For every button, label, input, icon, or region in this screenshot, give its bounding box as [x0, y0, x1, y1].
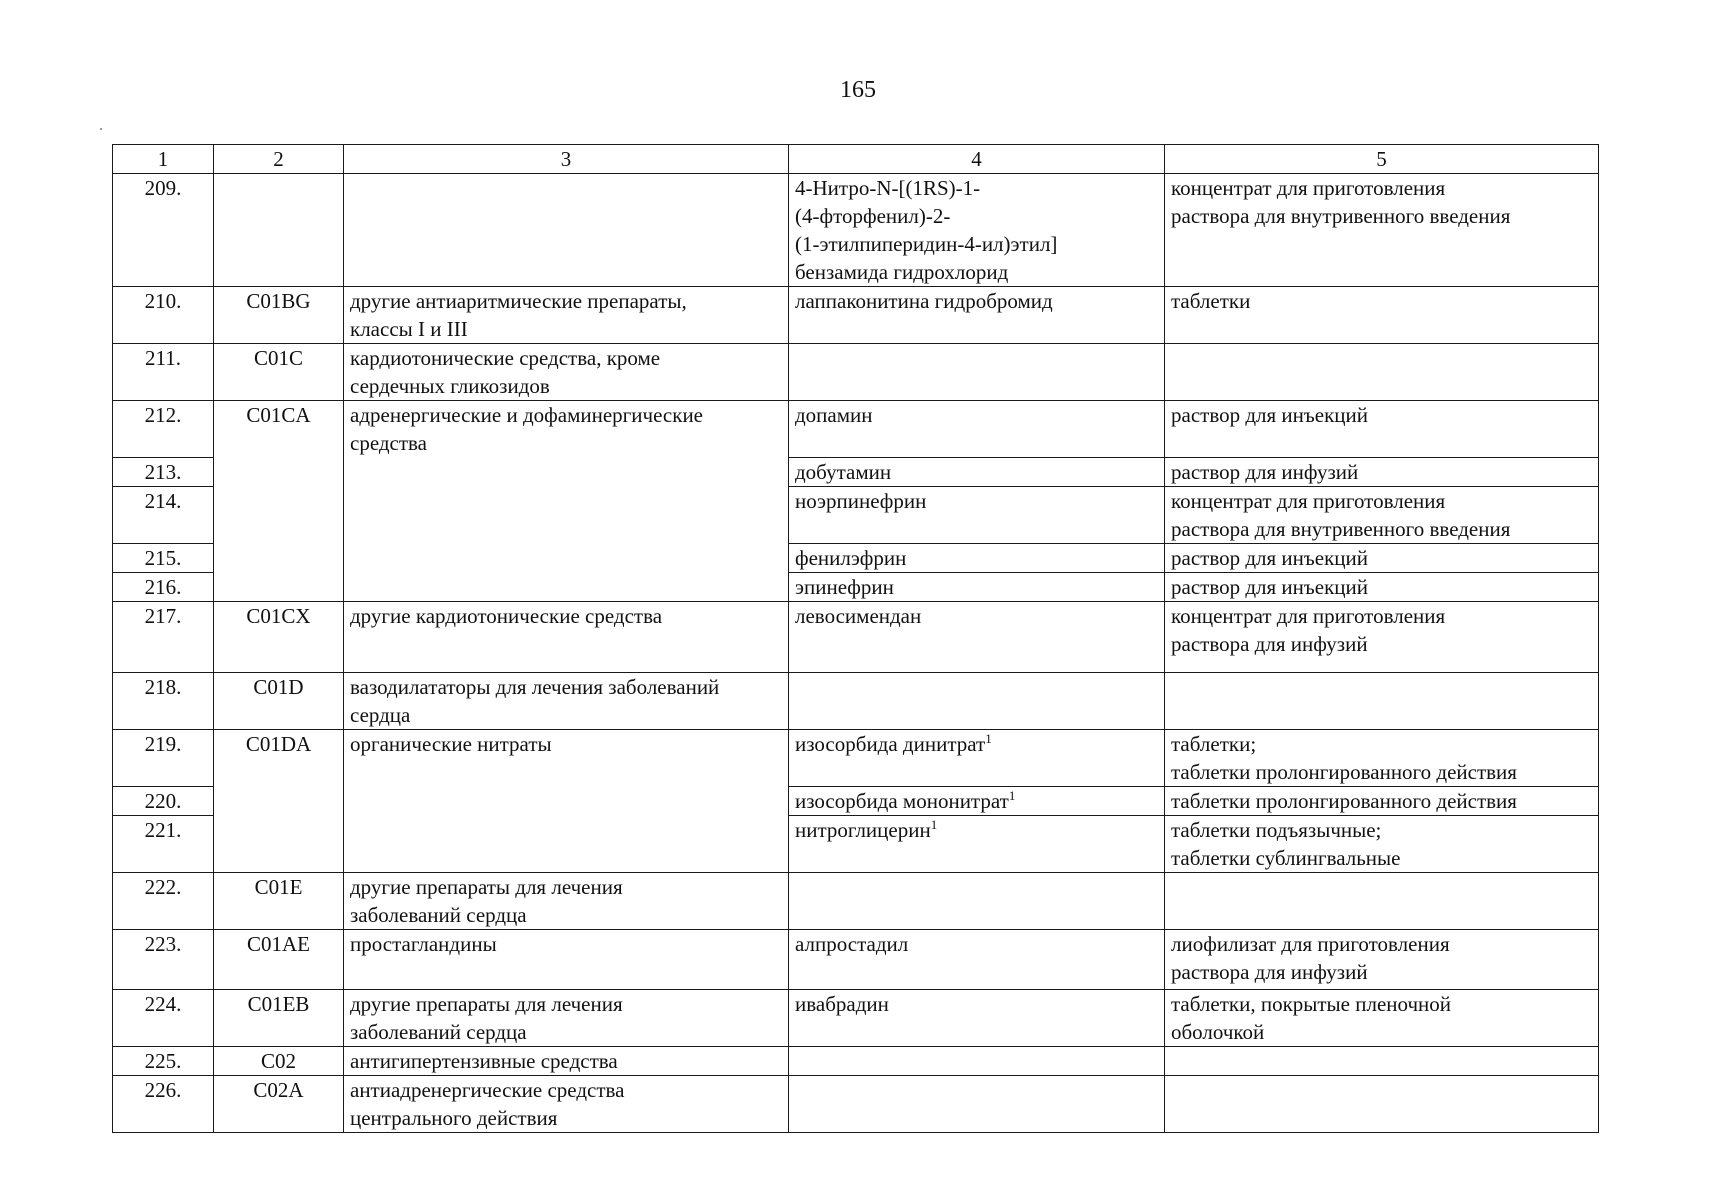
group-name: антигипертензивные средства	[344, 1047, 789, 1076]
header-row	[113, 145, 1599, 174]
drug-name: изосорбида динитрат$^1$	[789, 730, 1165, 787]
atc-code: C01E	[214, 873, 344, 930]
footnote-mark: 1	[1008, 788, 1016, 803]
drug-name: изосорбида мононитрат$^1$	[789, 787, 1165, 816]
table-row	[113, 873, 1599, 930]
atc-code: C01BG	[214, 287, 344, 344]
atc-code: C01D	[214, 673, 344, 730]
atc-code: C01EB	[214, 990, 344, 1047]
group-name: другие препараты для лечения заболеваний сердца	[344, 990, 789, 1047]
drug-name: эпинефрин	[789, 573, 1165, 602]
dosage-form	[1165, 344, 1599, 401]
row-number: 223.	[113, 930, 214, 990]
header-col-1: 1	[113, 145, 214, 174]
atc-code: C02	[214, 1047, 344, 1076]
header-col-2: 2	[214, 145, 344, 174]
group-name: другие препараты для лечения заболеваний сердца	[344, 873, 789, 930]
table-row	[113, 344, 1599, 401]
atc-code: C01DA	[214, 730, 344, 873]
row-number: 214.	[113, 487, 214, 544]
drug-name	[789, 673, 1165, 730]
drug-name	[789, 344, 1165, 401]
drug-name: фенилэфрин	[789, 544, 1165, 573]
header-col-5: 5	[1165, 145, 1599, 174]
row-number: 212.	[113, 401, 214, 458]
dosage-form: раствор для инъекций	[1165, 573, 1599, 602]
row-number: 218.	[113, 673, 214, 730]
table-row	[113, 174, 1599, 287]
dosage-form: раствор для инъекций	[1165, 544, 1599, 573]
drug-table	[112, 144, 1599, 1133]
dosage-form: таблетки; таблетки пролонгированного действия	[1165, 730, 1599, 787]
row-number: 222.	[113, 873, 214, 930]
group-name: антиадренергические средства центрального действия	[344, 1076, 789, 1133]
row-number: 217.	[113, 602, 214, 673]
row-number: 220.	[113, 787, 214, 816]
footnote-mark: 1	[930, 817, 938, 832]
drug-name: ноэрпинефрин	[789, 487, 1165, 544]
dosage-form: таблетки	[1165, 287, 1599, 344]
row-number: 219.	[113, 730, 214, 787]
drug-name	[789, 873, 1165, 930]
group-name: адренергические и дофаминергические средства	[344, 401, 789, 602]
table-row	[113, 287, 1599, 344]
dosage-form	[1165, 1047, 1599, 1076]
atc-code	[214, 174, 344, 287]
drug-name: допамин	[789, 401, 1165, 458]
table-row	[113, 673, 1599, 730]
atc-code: C01CA	[214, 401, 344, 602]
group-name: кардиотонические средства, кроме сердечных гликозидов	[344, 344, 789, 401]
table-row	[113, 930, 1599, 990]
table-row	[113, 401, 1599, 458]
drug-name: добутамин	[789, 458, 1165, 487]
dosage-form: таблетки подъязычные; таблетки сублингвальные	[1165, 816, 1599, 873]
dosage-form: лиофилизат для приготовления раствора для инфузий	[1165, 930, 1599, 990]
table-row	[113, 730, 1599, 787]
row-number: 221.	[113, 816, 214, 873]
row-number: 226.	[113, 1076, 214, 1133]
group-name	[344, 174, 789, 287]
drug-name: нитроглицерин$^1$	[789, 816, 1165, 873]
table-row	[113, 602, 1599, 673]
header-col-4: 4	[789, 145, 1165, 174]
dosage-form: таблетки пролонгированного действия	[1165, 787, 1599, 816]
row-number: 210.	[113, 287, 214, 344]
row-number: 224.	[113, 990, 214, 1047]
dosage-form: раствор для инъекций	[1165, 401, 1599, 458]
row-number: 209.	[113, 174, 214, 287]
dosage-form	[1165, 1076, 1599, 1133]
header-col-3: 3	[344, 145, 789, 174]
drug-name: ивабрадин	[789, 990, 1165, 1047]
dosage-form: таблетки, покрытые пленочной оболочкой	[1165, 990, 1599, 1047]
dosage-form: концентрат для приготовления раствора для внутривенного введения	[1165, 487, 1599, 544]
dosage-form: концентрат для приготовления раствора для внутривенного введения	[1165, 174, 1599, 287]
group-name: органические нитраты	[344, 730, 789, 873]
drug-name: 4-Нитро-N-[(1RS)-1- (4-фторфенил)-2- (1-этилпиперидин-4-ил)этил] бензамида гидрохлорид	[789, 174, 1165, 287]
dosage-form: раствор для инфузий	[1165, 458, 1599, 487]
row-number: 215.	[113, 544, 214, 573]
atc-code: C02A	[214, 1076, 344, 1133]
row-number: 225.	[113, 1047, 214, 1076]
dosage-form: концентрат для приготовления раствора для инфузий	[1165, 602, 1599, 673]
drug-name: алпростадил	[789, 930, 1165, 990]
row-number: 211.	[113, 344, 214, 401]
table-row	[113, 990, 1599, 1047]
group-name: другие антиаритмические препараты, классы I и III	[344, 287, 789, 344]
group-name: простагландины	[344, 930, 789, 990]
dosage-form	[1165, 673, 1599, 730]
page-number: 165	[840, 77, 876, 103]
row-number: 216.	[113, 573, 214, 602]
atc-code: C01C	[214, 344, 344, 401]
group-name: другие кардиотонические средства	[344, 602, 789, 673]
drug-name	[789, 1047, 1165, 1076]
scan-speck	[100, 128, 102, 130]
atc-code: C01AE	[214, 930, 344, 990]
dosage-form	[1165, 873, 1599, 930]
group-name: вазодилататоры для лечения заболеваний сердца	[344, 673, 789, 730]
drug-name: левосимендан	[789, 602, 1165, 673]
table-row	[113, 1047, 1599, 1076]
atc-code: C01CX	[214, 602, 344, 673]
drug-name: лаппаконитина гидробромид	[789, 287, 1165, 344]
footnote-mark: 1	[985, 731, 992, 746]
row-number: 213.	[113, 458, 214, 487]
table-row	[113, 1076, 1599, 1133]
drug-name	[789, 1076, 1165, 1133]
